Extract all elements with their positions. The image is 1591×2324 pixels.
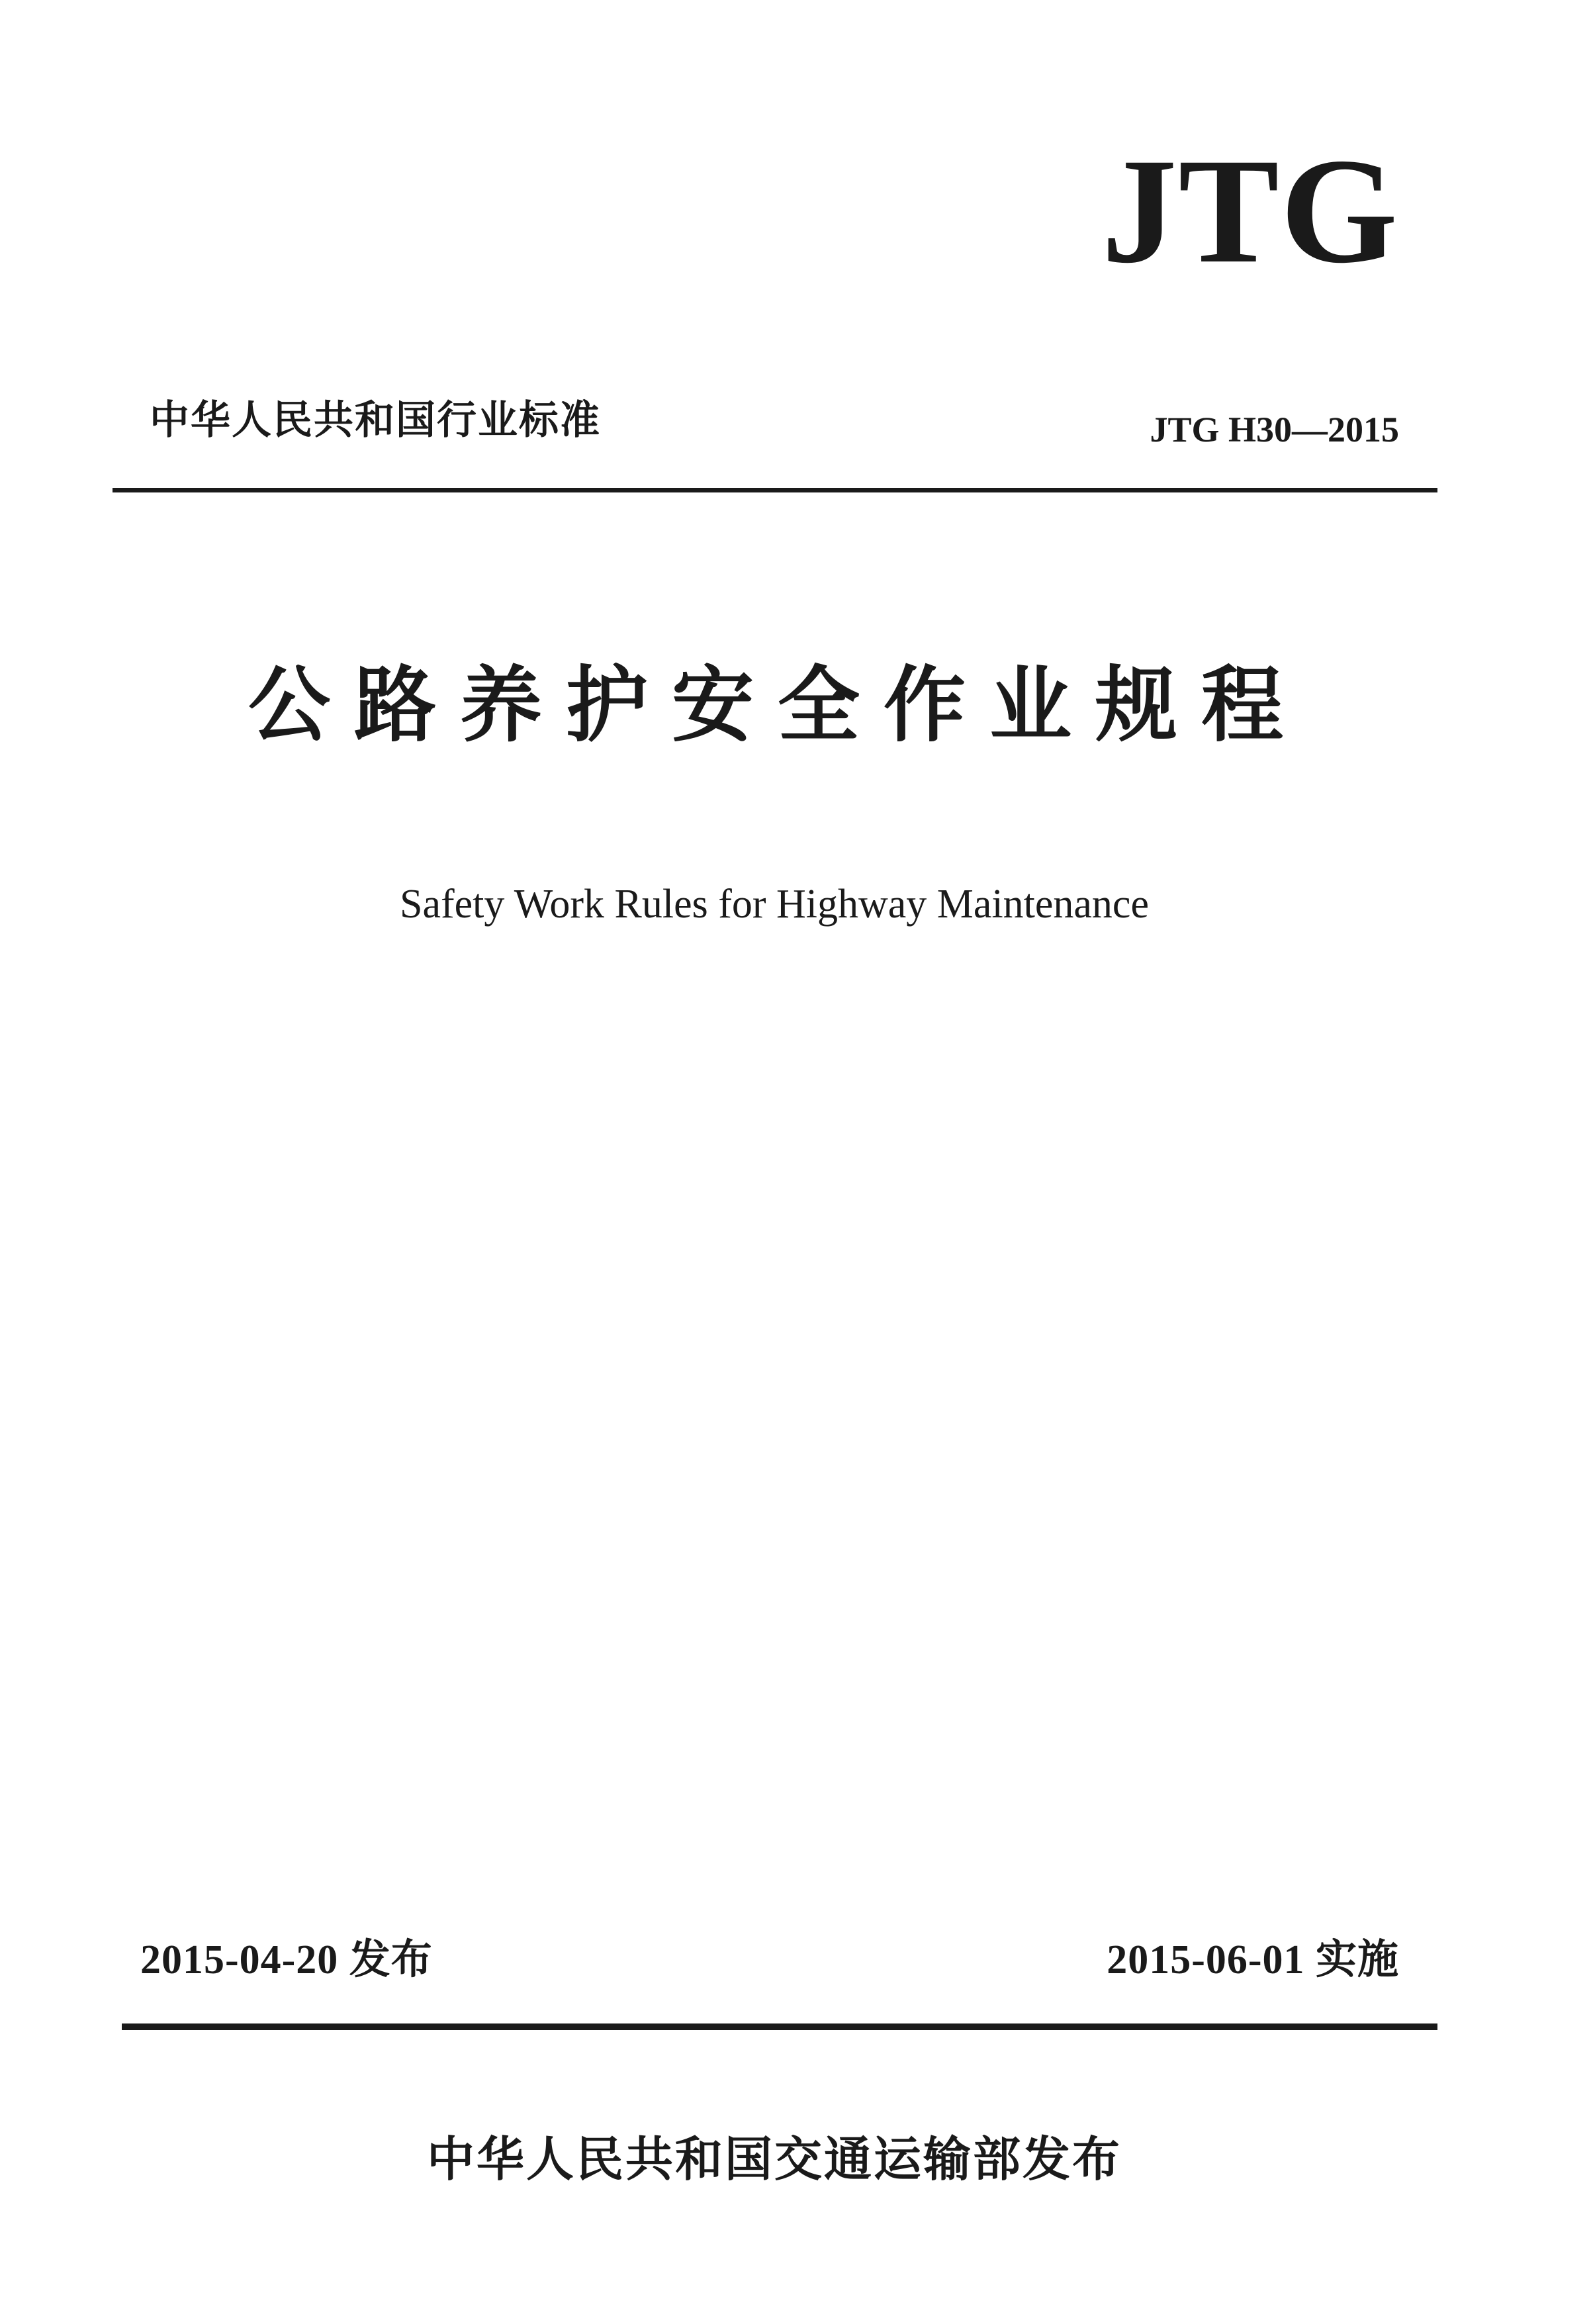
issue-date: 2015-04-20 发布 — [140, 1937, 433, 1982]
standard-number: JTG H30—2015 — [1150, 410, 1399, 449]
top-divider — [113, 488, 1437, 492]
document-title-chinese: 公路养护安全作业规程 — [248, 658, 1307, 753]
document-title-english: Safety Work Rules for Highway Maintenance — [400, 882, 1149, 927]
publisher: 中华人民共和国交通运输部发布 — [426, 2131, 1122, 2187]
jtg-logo: JTG — [1101, 128, 1399, 295]
bottom-divider — [122, 2023, 1437, 2030]
effective-date: 2015-06-01 实施 — [1107, 1937, 1399, 1982]
standard-category: 中华人民共和国行业标准 — [150, 397, 601, 443]
